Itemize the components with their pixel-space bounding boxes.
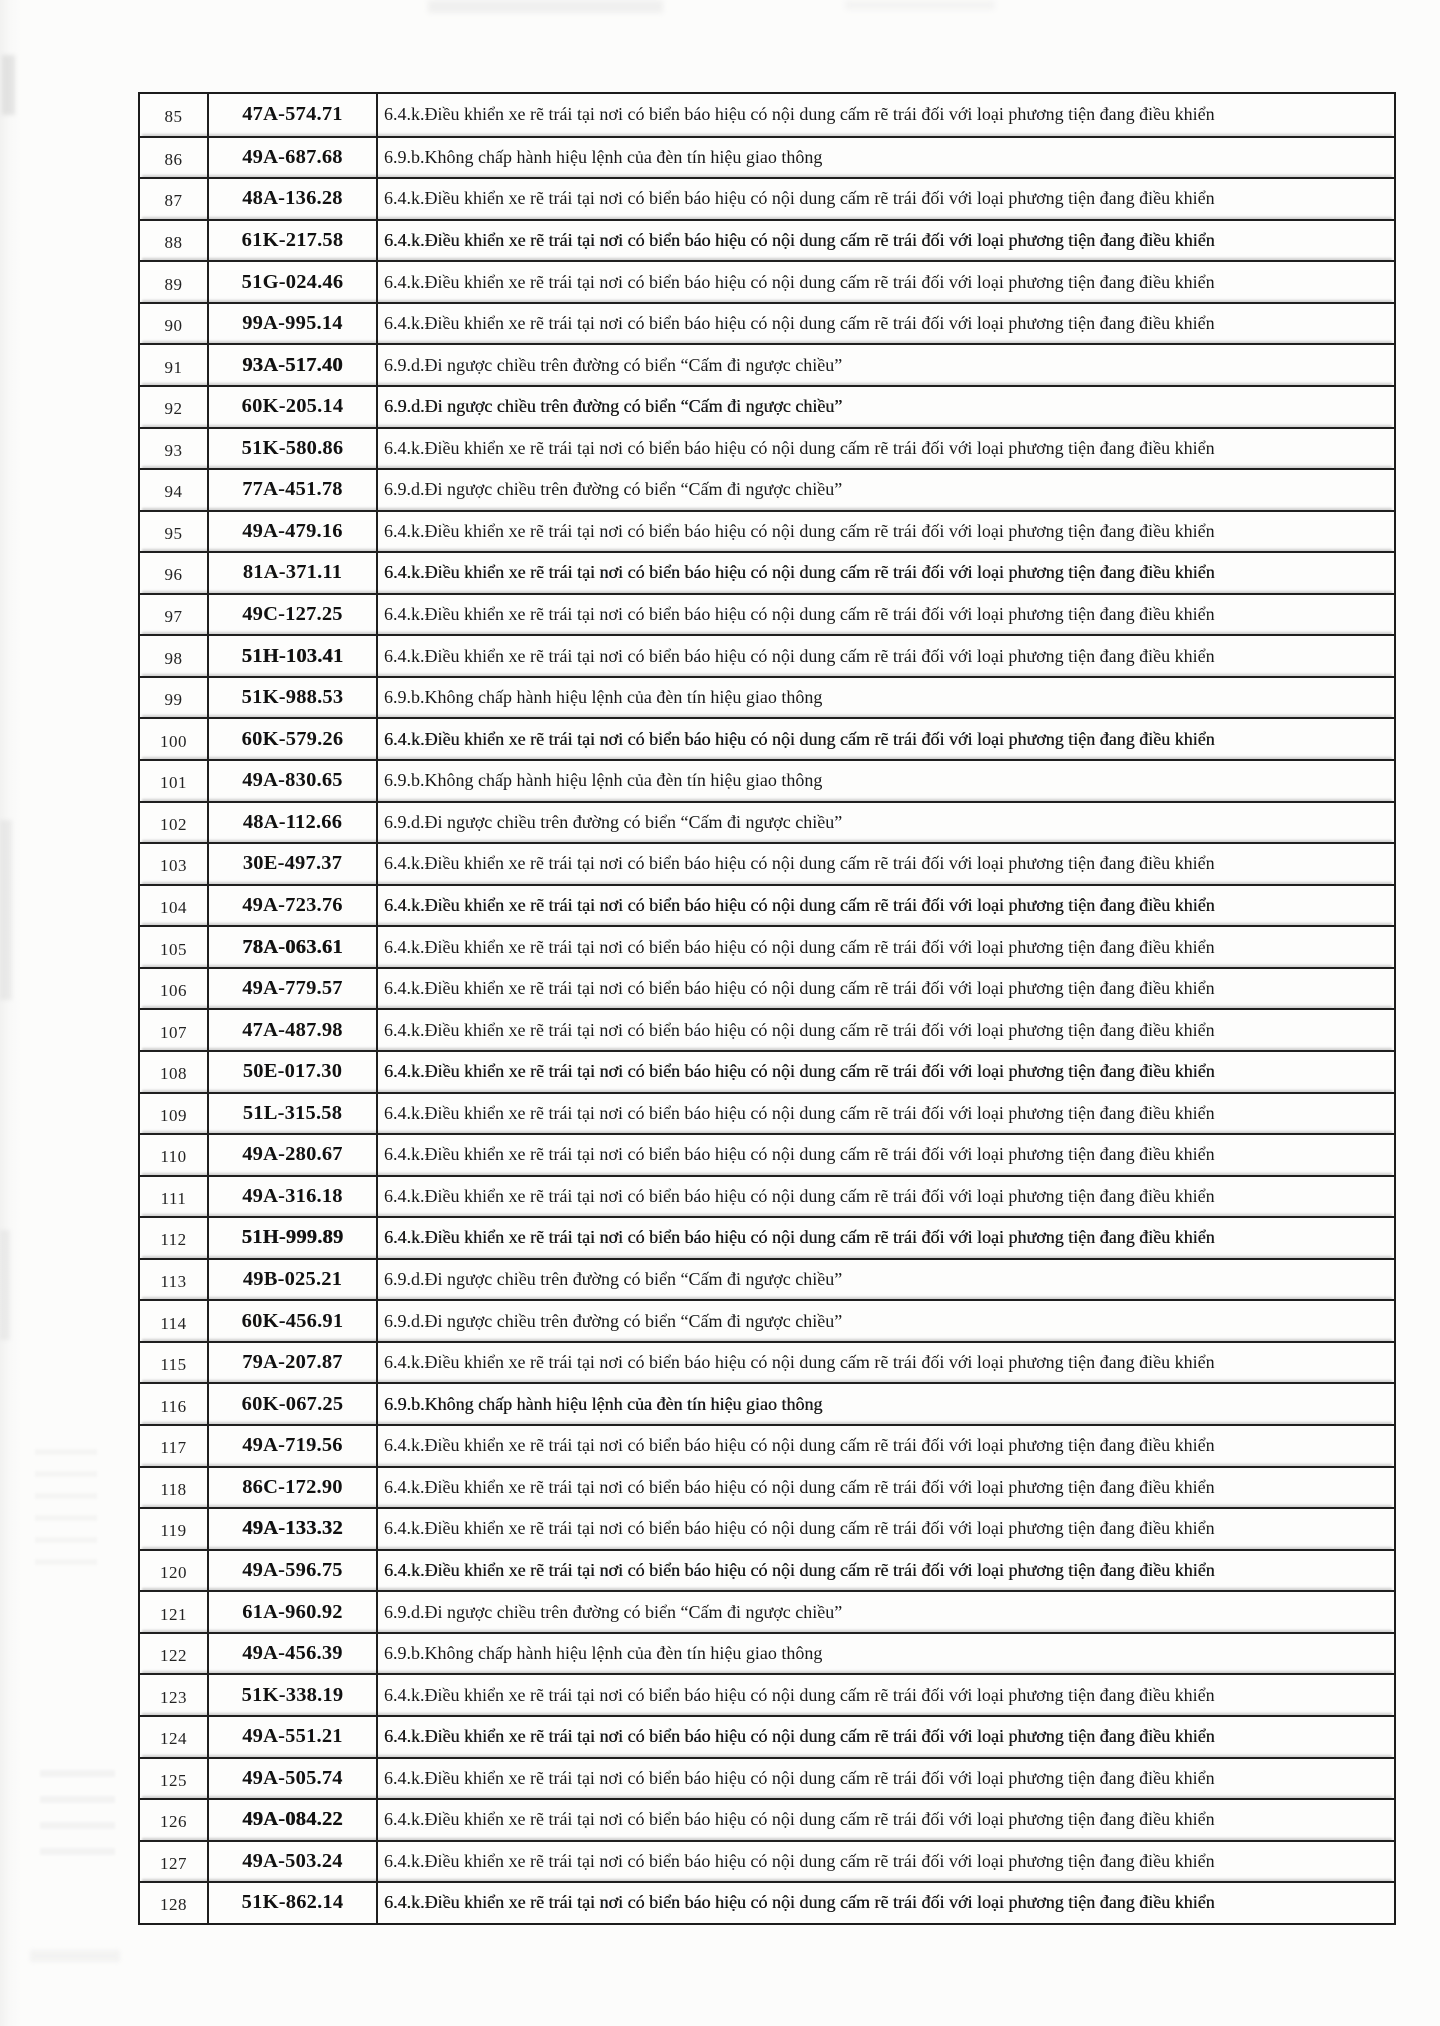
row-number: 90 xyxy=(140,304,209,344)
violation-text: 6.4.k.Điều khiển xe rẽ trái tại nơi có biển báo hiệu có nội dung cấm rẽ trái đối với loại phương tiện đang điều khiển xyxy=(384,188,1215,209)
plate-number: 49A-456.39 xyxy=(209,1634,378,1674)
table-row xyxy=(140,1757,1394,1799)
row-number: 110 xyxy=(140,1135,209,1175)
table-row xyxy=(140,1798,1394,1840)
violation-text: 6.9.b.Không chấp hành hiệu lệnh của đèn tín hiệu giao thông xyxy=(384,1643,823,1664)
table-row xyxy=(140,551,1394,593)
row-number: 98 xyxy=(140,636,209,676)
row-number: 128 xyxy=(140,1883,209,1923)
row-number: 89 xyxy=(140,262,209,302)
row-number: 97 xyxy=(140,595,209,635)
scan-artifact xyxy=(35,1445,97,1565)
plate-number: 49A-719.56 xyxy=(209,1426,378,1466)
table-row xyxy=(140,1299,1394,1341)
row-number: 106 xyxy=(140,969,209,1009)
plate-number: 60K-205.14 xyxy=(209,387,378,427)
plate-number: 49A-687.68 xyxy=(209,138,378,178)
plate-number: 51K-862.14 xyxy=(209,1883,378,1923)
row-number: 93 xyxy=(140,429,209,469)
row-number: 109 xyxy=(140,1094,209,1134)
plate-number: 48A-112.66 xyxy=(209,803,378,843)
violation-text: 6.9.b.Không chấp hành hiệu lệnh của đèn tín hiệu giao thông xyxy=(384,146,823,167)
violation-text: 6.4.k.Điều khiển xe rẽ trái tại nơi có biển báo hiệu có nội dung cấm rẽ trái đối với loại phương tiện đang điều khiển xyxy=(384,1435,1215,1456)
table-row xyxy=(140,1549,1394,1591)
table-row xyxy=(140,177,1394,219)
table-row xyxy=(140,1840,1394,1882)
violation-text: 6.9.b.Không chấp hành hiệu lệnh của đèn tín hiệu giao thông xyxy=(384,1393,823,1414)
table-row xyxy=(140,884,1394,926)
table-row xyxy=(140,1424,1394,1466)
table-row xyxy=(140,634,1394,676)
violations-table xyxy=(138,92,1396,1925)
table-row xyxy=(140,842,1394,884)
plate-number: 49A-479.16 xyxy=(209,512,378,552)
plate-number: 51K-988.53 xyxy=(209,678,378,718)
row-number: 92 xyxy=(140,387,209,427)
plate-number: 49A-830.65 xyxy=(209,761,378,801)
violation-text: 6.4.k.Điều khiển xe rẽ trái tại nơi có biển báo hiệu có nội dung cấm rẽ trái đối với loại phương tiện đang điều khiển xyxy=(384,1809,1215,1830)
violation-text: 6.4.k.Điều khiển xe rẽ trái tại nơi có biển báo hiệu có nội dung cấm rẽ trái đối với loại phương tiện đang điều khiển xyxy=(384,1102,1215,1123)
plate-number: 49A-779.57 xyxy=(209,969,378,1009)
row-number: 100 xyxy=(140,719,209,759)
row-number: 119 xyxy=(140,1509,209,1549)
plate-number: 47A-574.71 xyxy=(209,94,378,136)
violation-text: 6.4.k.Điều khiển xe rẽ trái tại nơi có biển báo hiệu có nội dung cấm rẽ trái đối với loại phương tiện đang điều khiển xyxy=(384,1684,1215,1705)
scan-artifact xyxy=(2,55,15,115)
row-number: 104 xyxy=(140,886,209,926)
plate-number: 49A-280.67 xyxy=(209,1135,378,1175)
row-number: 123 xyxy=(140,1675,209,1715)
row-number: 115 xyxy=(140,1343,209,1383)
table-row xyxy=(140,136,1394,178)
violation-text: 6.4.k.Điều khiển xe rẽ trái tại nơi có biển báo hiệu có nội dung cấm rẽ trái đối với loại phương tiện đang điều khiển xyxy=(384,104,1215,125)
violation-text: 6.9.d.Đi ngược chiều trên đường có biển “Cấm đi ngược chiều” xyxy=(384,479,843,500)
violation-text: 6.4.k.Điều khiển xe rẽ trái tại nơi có biển báo hiệu có nội dung cấm rẽ trái đối với loại phương tiện đang điều khiển xyxy=(384,978,1215,999)
table-row xyxy=(140,1133,1394,1175)
plate-number: 60K-579.26 xyxy=(209,719,378,759)
plate-number: 49C-127.25 xyxy=(209,595,378,635)
table-row xyxy=(140,1258,1394,1300)
table-row xyxy=(140,1092,1394,1134)
violation-text: 6.4.k.Điều khiển xe rẽ trái tại nơi có biển báo hiệu có nội dung cấm rẽ trái đối với loại phương tiện đang điều khiển xyxy=(384,894,1215,915)
table-row xyxy=(140,260,1394,302)
row-number: 118 xyxy=(140,1468,209,1508)
violation-text: 6.4.k.Điều khiển xe rẽ trái tại nơi có biển báo hiệu có nội dung cấm rẽ trái đối với loại phương tiện đang điều khiển xyxy=(384,562,1215,583)
table-row xyxy=(140,427,1394,469)
table-row xyxy=(140,343,1394,385)
plate-number: 81A-371.11 xyxy=(209,553,378,593)
row-number: 113 xyxy=(140,1260,209,1300)
violation-text: 6.4.k.Điều khiển xe rẽ trái tại nơi có biển báo hiệu có nội dung cấm rẽ trái đối với loại phương tiện đang điều khiển xyxy=(384,1476,1215,1497)
row-number: 103 xyxy=(140,844,209,884)
violation-text: 6.9.b.Không chấp hành hiệu lệnh của đèn tín hiệu giao thông xyxy=(384,687,823,708)
table-row xyxy=(140,219,1394,261)
plate-number: 49A-503.24 xyxy=(209,1842,378,1882)
scan-artifact xyxy=(0,820,12,1000)
row-number: 95 xyxy=(140,512,209,552)
row-number: 101 xyxy=(140,761,209,801)
row-number: 122 xyxy=(140,1634,209,1674)
row-number: 120 xyxy=(140,1551,209,1591)
plate-number: 61K-217.58 xyxy=(209,221,378,261)
row-number: 114 xyxy=(140,1301,209,1341)
plate-number: 30E-497.37 xyxy=(209,844,378,884)
scan-artifact xyxy=(428,0,663,13)
plate-number: 50E-017.30 xyxy=(209,1052,378,1092)
violation-text: 6.4.k.Điều khiển xe rẽ trái tại nơi có biển báo hiệu có nội dung cấm rẽ trái đối với loại phương tiện đang điều khiển xyxy=(384,1518,1215,1539)
plate-number: 49A-505.74 xyxy=(209,1759,378,1799)
table-row xyxy=(140,1632,1394,1674)
table-row xyxy=(140,967,1394,1009)
violation-text: 6.4.k.Điều khiển xe rẽ trái tại nơi có biển báo hiệu có nội dung cấm rẽ trái đối với loại phương tiện đang điều khiển xyxy=(384,1352,1215,1373)
table-row xyxy=(140,717,1394,759)
violation-text: 6.4.k.Điều khiển xe rẽ trái tại nơi có biển báo hiệu có nội dung cấm rẽ trái đối với loại phương tiện đang điều khiển xyxy=(384,1892,1215,1913)
row-number: 96 xyxy=(140,553,209,593)
plate-number: 48A-136.28 xyxy=(209,179,378,219)
table-row xyxy=(140,1008,1394,1050)
plate-number: 51K-338.19 xyxy=(209,1675,378,1715)
table-row xyxy=(140,1341,1394,1383)
scan-artifact xyxy=(0,1230,10,1340)
plate-number: 77A-451.78 xyxy=(209,470,378,510)
row-number: 126 xyxy=(140,1800,209,1840)
table-row xyxy=(140,94,1394,136)
row-number: 127 xyxy=(140,1842,209,1882)
table-row xyxy=(140,593,1394,635)
scan-artifact xyxy=(30,1950,120,1962)
violation-text: 6.9.d.Đi ngược chiều trên đường có biển “Cấm đi ngược chiều” xyxy=(384,1269,843,1290)
row-number: 121 xyxy=(140,1592,209,1632)
violation-text: 6.9.d.Đi ngược chiều trên đường có biển “Cấm đi ngược chiều” xyxy=(384,1601,843,1622)
plate-number: 60K-456.91 xyxy=(209,1301,378,1341)
plate-number: 86C-172.90 xyxy=(209,1468,378,1508)
table-row xyxy=(140,1673,1394,1715)
scan-artifact xyxy=(845,0,995,10)
violation-text: 6.9.d.Đi ngược chiều trên đường có biển “Cấm đi ngược chiều” xyxy=(384,1310,843,1331)
table-row xyxy=(140,1881,1394,1923)
plate-number: 93A-517.40 xyxy=(209,345,378,385)
plate-number: 51K-580.86 xyxy=(209,429,378,469)
table-row xyxy=(140,1382,1394,1424)
table-row xyxy=(140,759,1394,801)
table-row xyxy=(140,468,1394,510)
violation-text: 6.4.k.Điều khiển xe rẽ trái tại nơi có biển báo hiệu có nội dung cấm rẽ trái đối với loại phương tiện đang điều khiển xyxy=(384,437,1215,458)
plate-number: 51H-103.41 xyxy=(209,636,378,676)
violation-text: 6.4.k.Điều khiển xe rẽ trái tại nơi có biển báo hiệu có nội dung cấm rẽ trái đối với loại phương tiện đang điều khiển xyxy=(384,1559,1215,1580)
row-number: 99 xyxy=(140,678,209,718)
violation-text: 6.4.k.Điều khiển xe rẽ trái tại nơi có biển báo hiệu có nội dung cấm rẽ trái đối với loại phương tiện đang điều khiển xyxy=(384,728,1215,749)
violation-text: 6.4.k.Điều khiển xe rẽ trái tại nơi có biển báo hiệu có nội dung cấm rẽ trái đối với loại phương tiện đang điều khiển xyxy=(384,936,1215,957)
plate-number: 61A-960.92 xyxy=(209,1592,378,1632)
scan-artifact xyxy=(40,1760,115,1855)
violation-text: 6.4.k.Điều khiển xe rẽ trái tại nơi có biển báo hiệu có nội dung cấm rẽ trái đối với loại phương tiện đang điều khiển xyxy=(384,1726,1215,1747)
row-number: 116 xyxy=(140,1384,209,1424)
plate-number: 49A-133.32 xyxy=(209,1509,378,1549)
table-row xyxy=(140,385,1394,427)
table-row xyxy=(140,510,1394,552)
row-number: 112 xyxy=(140,1218,209,1258)
table-row xyxy=(140,676,1394,718)
table-row xyxy=(140,1715,1394,1757)
plate-number: 51H-999.89 xyxy=(209,1218,378,1258)
row-number: 87 xyxy=(140,179,209,219)
violation-text: 6.4.k.Điều khiển xe rẽ trái tại nơi có biển báo hiệu có nội dung cấm rẽ trái đối với loại phương tiện đang điều khiển xyxy=(384,1850,1215,1871)
plate-number: 51G-024.46 xyxy=(209,262,378,302)
table-row xyxy=(140,302,1394,344)
table-row xyxy=(140,1175,1394,1217)
row-number: 111 xyxy=(140,1177,209,1217)
plate-number: 49B-025.21 xyxy=(209,1260,378,1300)
violation-text: 6.9.b.Không chấp hành hiệu lệnh của đèn tín hiệu giao thông xyxy=(384,770,823,791)
plate-number: 49A-596.75 xyxy=(209,1551,378,1591)
violation-text: 6.4.k.Điều khiển xe rẽ trái tại nơi có biển báo hiệu có nội dung cấm rẽ trái đối với loại phương tiện đang điều khiển xyxy=(384,229,1215,250)
violation-text: 6.4.k.Điều khiển xe rẽ trái tại nơi có biển báo hiệu có nội dung cấm rẽ trái đối với loại phương tiện đang điều khiển xyxy=(384,520,1215,541)
table-row xyxy=(140,1050,1394,1092)
plate-number: 49A-084.22 xyxy=(209,1800,378,1840)
violation-text: 6.9.d.Đi ngược chiều trên đường có biển “Cấm đi ngược chiều” xyxy=(384,811,843,832)
plate-number: 47A-487.98 xyxy=(209,1010,378,1050)
table-row xyxy=(140,925,1394,967)
plate-number: 49A-551.21 xyxy=(209,1717,378,1757)
plate-number: 99A-995.14 xyxy=(209,304,378,344)
row-number: 91 xyxy=(140,345,209,385)
table-row xyxy=(140,1590,1394,1632)
violation-text: 6.9.d.Đi ngược chiều trên đường có biển “Cấm đi ngược chiều” xyxy=(384,396,843,417)
row-number: 94 xyxy=(140,470,209,510)
violation-text: 6.4.k.Điều khiển xe rẽ trái tại nơi có biển báo hiệu có nội dung cấm rẽ trái đối với loại phương tiện đang điều khiển xyxy=(384,604,1215,625)
violation-text: 6.4.k.Điều khiển xe rẽ trái tại nơi có biển báo hiệu có nội dung cấm rẽ trái đối với loại phương tiện đang điều khiển xyxy=(384,1144,1215,1165)
plate-number: 49A-316.18 xyxy=(209,1177,378,1217)
violation-text: 6.4.k.Điều khiển xe rẽ trái tại nơi có biển báo hiệu có nội dung cấm rẽ trái đối với loại phương tiện đang điều khiển xyxy=(384,645,1215,666)
table-row xyxy=(140,1466,1394,1508)
plate-number: 51L-315.58 xyxy=(209,1094,378,1134)
violation-text: 6.4.k.Điều khiển xe rẽ trái tại nơi có biển báo hiệu có nội dung cấm rẽ trái đối với loại phương tiện đang điều khiển xyxy=(384,1227,1215,1248)
row-number: 124 xyxy=(140,1717,209,1757)
row-number: 117 xyxy=(140,1426,209,1466)
table-row xyxy=(140,1507,1394,1549)
row-number: 85 xyxy=(140,94,209,136)
violation-text: 6.4.k.Điều khiển xe rẽ trái tại nơi có biển báo hiệu có nội dung cấm rẽ trái đối với loại phương tiện đang điều khiển xyxy=(384,1767,1215,1788)
table-row xyxy=(140,801,1394,843)
violation-text: 6.4.k.Điều khiển xe rẽ trái tại nơi có biển báo hiệu có nội dung cấm rẽ trái đối với loại phương tiện đang điều khiển xyxy=(384,1019,1215,1040)
plate-number: 79A-207.87 xyxy=(209,1343,378,1383)
plate-number: 78A-063.61 xyxy=(209,927,378,967)
row-number: 102 xyxy=(140,803,209,843)
row-number: 125 xyxy=(140,1759,209,1799)
row-number: 107 xyxy=(140,1010,209,1050)
violation-text: 6.4.k.Điều khiển xe rẽ trái tại nơi có biển báo hiệu có nội dung cấm rẽ trái đối với loại phương tiện đang điều khiển xyxy=(384,853,1215,874)
row-number: 88 xyxy=(140,221,209,261)
plate-number: 49A-723.76 xyxy=(209,886,378,926)
plate-number: 60K-067.25 xyxy=(209,1384,378,1424)
row-number: 86 xyxy=(140,138,209,178)
violation-text: 6.4.k.Điều khiển xe rẽ trái tại nơi có biển báo hiệu có nội dung cấm rẽ trái đối với loại phương tiện đang điều khiển xyxy=(384,1061,1215,1082)
violation-text: 6.4.k.Điều khiển xe rẽ trái tại nơi có biển báo hiệu có nội dung cấm rẽ trái đối với loại phương tiện đang điều khiển xyxy=(384,313,1215,334)
row-number: 108 xyxy=(140,1052,209,1092)
table-row xyxy=(140,1216,1394,1258)
row-number: 105 xyxy=(140,927,209,967)
violation-text: 6.4.k.Điều khiển xe rẽ trái tại nơi có biển báo hiệu có nội dung cấm rẽ trái đối với loại phương tiện đang điều khiển xyxy=(384,271,1215,292)
violation-text: 6.9.d.Đi ngược chiều trên đường có biển “Cấm đi ngược chiều” xyxy=(384,354,843,375)
violation-text: 6.4.k.Điều khiển xe rẽ trái tại nơi có biển báo hiệu có nội dung cấm rẽ trái đối với loại phương tiện đang điều khiển xyxy=(384,1185,1215,1206)
